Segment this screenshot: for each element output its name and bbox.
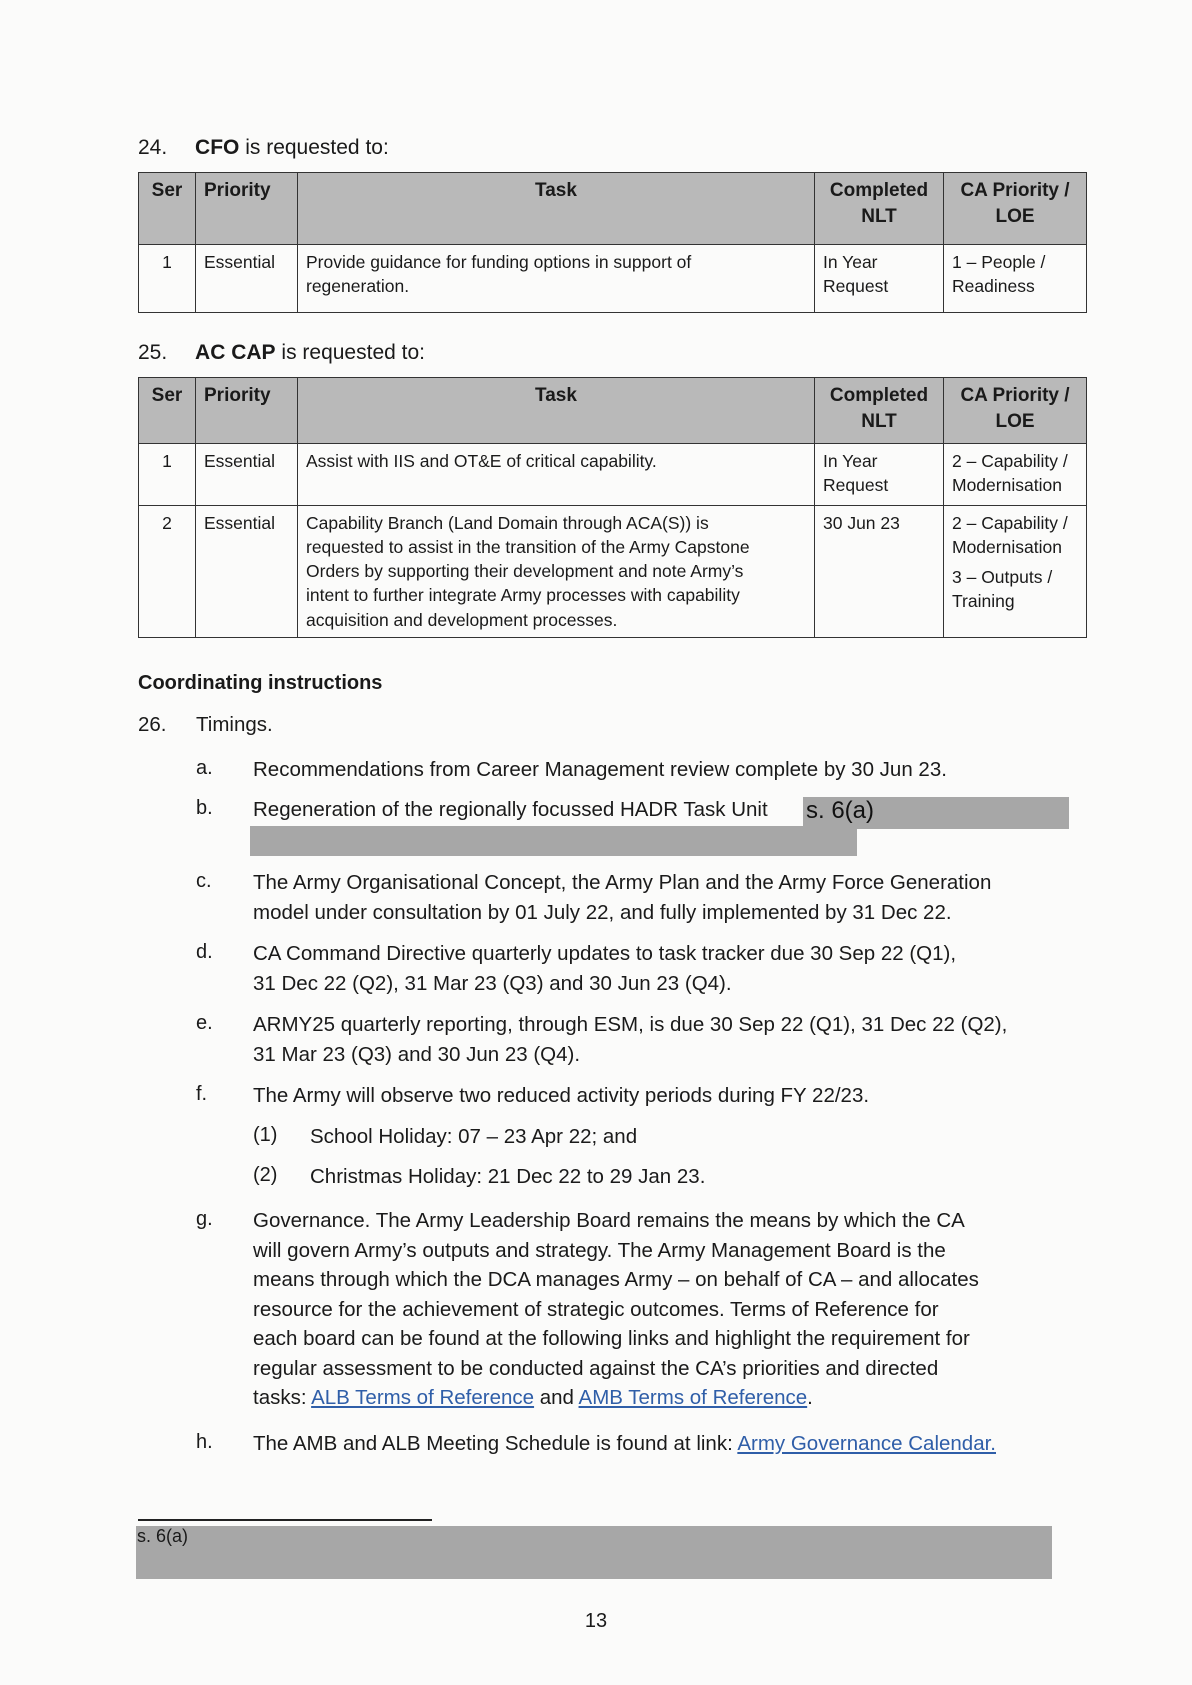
header-ser: Ser xyxy=(139,378,196,444)
redaction-box xyxy=(250,826,857,856)
item-b-text: Regeneration of the regionally focussed HADR Task Unit xyxy=(253,798,768,821)
item-e-label: e. xyxy=(196,1012,213,1034)
item-f1-label: (1) xyxy=(253,1124,278,1146)
item-b-label: b. xyxy=(196,797,213,819)
item-g-text: Governance. The Army Leadership Board remains the means by which the CA will govern Army’s outputs and strategy. The Army Management Board is the means through which the DCA manages Army – on behalf of CA – and allocates resource for the achievement of strategic outcomes. Terms of Reference for each board can be found at the following links and highlight the requirement for regular assessment to be conducted against the CA’s priorities and directed tasks: ALB Terms of Reference and AMB Terms of Reference. xyxy=(253,1209,979,1409)
footnote-divider xyxy=(138,1519,432,1521)
item-f-label: f. xyxy=(196,1083,208,1105)
para-24-subject: CFO xyxy=(195,136,240,159)
item-c-text: The Army Organisational Concept, the Army Plan and the Army Force Generation model under consultation by 01 July 22, and fully implemented by 31 Dec 22. xyxy=(253,871,992,924)
page-number: 13 xyxy=(584,1610,608,1632)
footnote-redaction-label: s. 6(a) xyxy=(137,1526,189,1546)
item-a-label: a. xyxy=(196,757,213,779)
item-h-label: h. xyxy=(196,1431,213,1453)
table-row: 1 Essential Provide guidance for funding options in support of regeneration. In Year Request 1 – People / Readiness xyxy=(139,245,1087,313)
header-completed: Completed NLT xyxy=(815,173,944,245)
ac-cap-task-table xyxy=(138,377,1087,638)
item-f2-text: Christmas Holiday: 21 Dec 22 to 29 Jan 23. xyxy=(310,1165,706,1188)
item-g-label: g. xyxy=(196,1208,213,1230)
coordinating-instructions-heading: Coordinating instructions xyxy=(138,672,383,694)
table-row: 1 Essential Assist with IIS and OT&E of critical capability. In Year Request 2 – Capability / Modernisation xyxy=(139,444,1087,506)
item-d-label: d. xyxy=(196,941,213,963)
para-26-heading: 26. Timings. xyxy=(138,713,273,736)
item-h-text: The AMB and ALB Meeting Schedule is found at link: Army Governance Calendar. xyxy=(253,1432,996,1455)
para-25-subject: AC CAP xyxy=(195,341,276,364)
redaction-label: s. 6(a) xyxy=(806,797,875,824)
header-task: Task xyxy=(298,173,815,245)
item-c-label: c. xyxy=(196,870,212,892)
alb-terms-of-reference-link[interactable]: ALB Terms of Reference xyxy=(311,1386,535,1409)
table-header-row xyxy=(139,378,1087,444)
header-priority: Priority xyxy=(196,173,298,245)
item-d-text: CA Command Directive quarterly updates to task tracker due 30 Sep 22 (Q1), 31 Dec 22 (Q2), 31 Mar 23 (Q3) and 30 Jun 23 (Q4). xyxy=(253,942,957,995)
table-row: 2 Essential Capability Branch (Land Domain through ACA(S)) is requested to assist in the transition of the Army Capstone Orders by supporting their development and note Army’s intent to further integrate Army processes with capability acquisition and development processes. 30 Jun 23 2 – Capability / Modernisation 3 – Outputs / Training xyxy=(139,506,1087,638)
header-ser: Ser xyxy=(139,173,196,245)
army-governance-calendar-link[interactable]: Army Governance Calendar. xyxy=(737,1432,996,1455)
footnote-redaction-box xyxy=(136,1526,1052,1579)
item-f-text: The Army will observe two reduced activity periods during FY 22/23. xyxy=(253,1084,870,1107)
header-priority: Priority xyxy=(196,378,298,444)
item-f2-label: (2) xyxy=(253,1164,278,1186)
item-a-text: Recommendations from Career Management review complete by 30 Jun 23. xyxy=(253,758,947,781)
header-task: Task xyxy=(298,378,815,444)
header-completed: Completed NLT xyxy=(815,378,944,444)
header-ca-priority: CA Priority / LOE xyxy=(944,378,1087,444)
cfo-task-table xyxy=(138,172,1087,313)
para-25-heading: 25. AC CAP is requested to: xyxy=(138,341,425,364)
item-e-text: ARMY25 quarterly reporting, through ESM, is due 30 Sep 22 (Q1), 31 Dec 22 (Q2), 31 Mar 23 (Q3) and 30 Jun 23 (Q4). xyxy=(253,1013,1008,1066)
header-ca-priority: CA Priority / LOE xyxy=(944,173,1087,245)
para-24-heading: 24. CFO is requested to: xyxy=(138,136,389,159)
table-header-row xyxy=(139,173,1087,245)
item-f1-text: School Holiday: 07 – 23 Apr 22; and xyxy=(310,1125,638,1148)
amb-terms-of-reference-link[interactable]: AMB Terms of Reference xyxy=(578,1386,808,1409)
